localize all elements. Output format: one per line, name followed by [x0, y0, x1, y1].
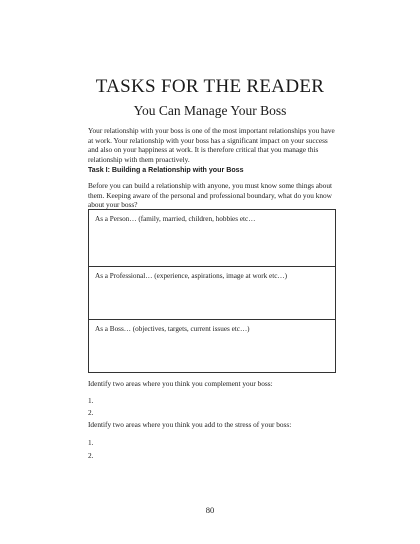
person-box-label: As a Person… (family, married, children, hobbies etc… [95, 215, 256, 223]
task-heading: Task I: Building a Relationship with your Boss [88, 166, 244, 174]
stress-item-1: 1. [88, 438, 94, 447]
person-box [89, 210, 335, 267]
page-subtitle: You Can Manage Your Boss [133, 103, 287, 118]
stress-item-2: 2. [88, 451, 94, 460]
complement-prompt: Identify two areas where you think you complement your boss: [88, 379, 273, 388]
intro-paragraph: Your relationship with your boss is one of the most important relationships you have at work. Your relationship with your boss has a significant impact on your success and also on your happiness at work. It is therefore critical that you manage this relationship with them proactively. [88, 126, 335, 164]
boss-box [89, 320, 335, 372]
boss-profile-boxes [88, 209, 336, 373]
stress-prompt: Identify two areas where you think you add to the stress of your boss: [88, 420, 292, 429]
professional-box-label: As a Professional… (experience, aspirations, image at work etc…) [95, 272, 288, 280]
page-number: 80 [205, 505, 215, 515]
task-intro-paragraph: Before you can build a relationship with anyone, you must know some things about them. Keeping aware of the personal and professional boundary, what do you know about your boss? [88, 181, 333, 210]
page-title: TASKS FOR THE READER [95, 76, 325, 97]
complement-item-1: 1. [88, 396, 94, 405]
complement-item-2: 2. [88, 408, 94, 417]
boss-box-label: As a Boss… (objectives, targets, current issues etc…) [95, 325, 250, 333]
professional-box [89, 267, 335, 320]
